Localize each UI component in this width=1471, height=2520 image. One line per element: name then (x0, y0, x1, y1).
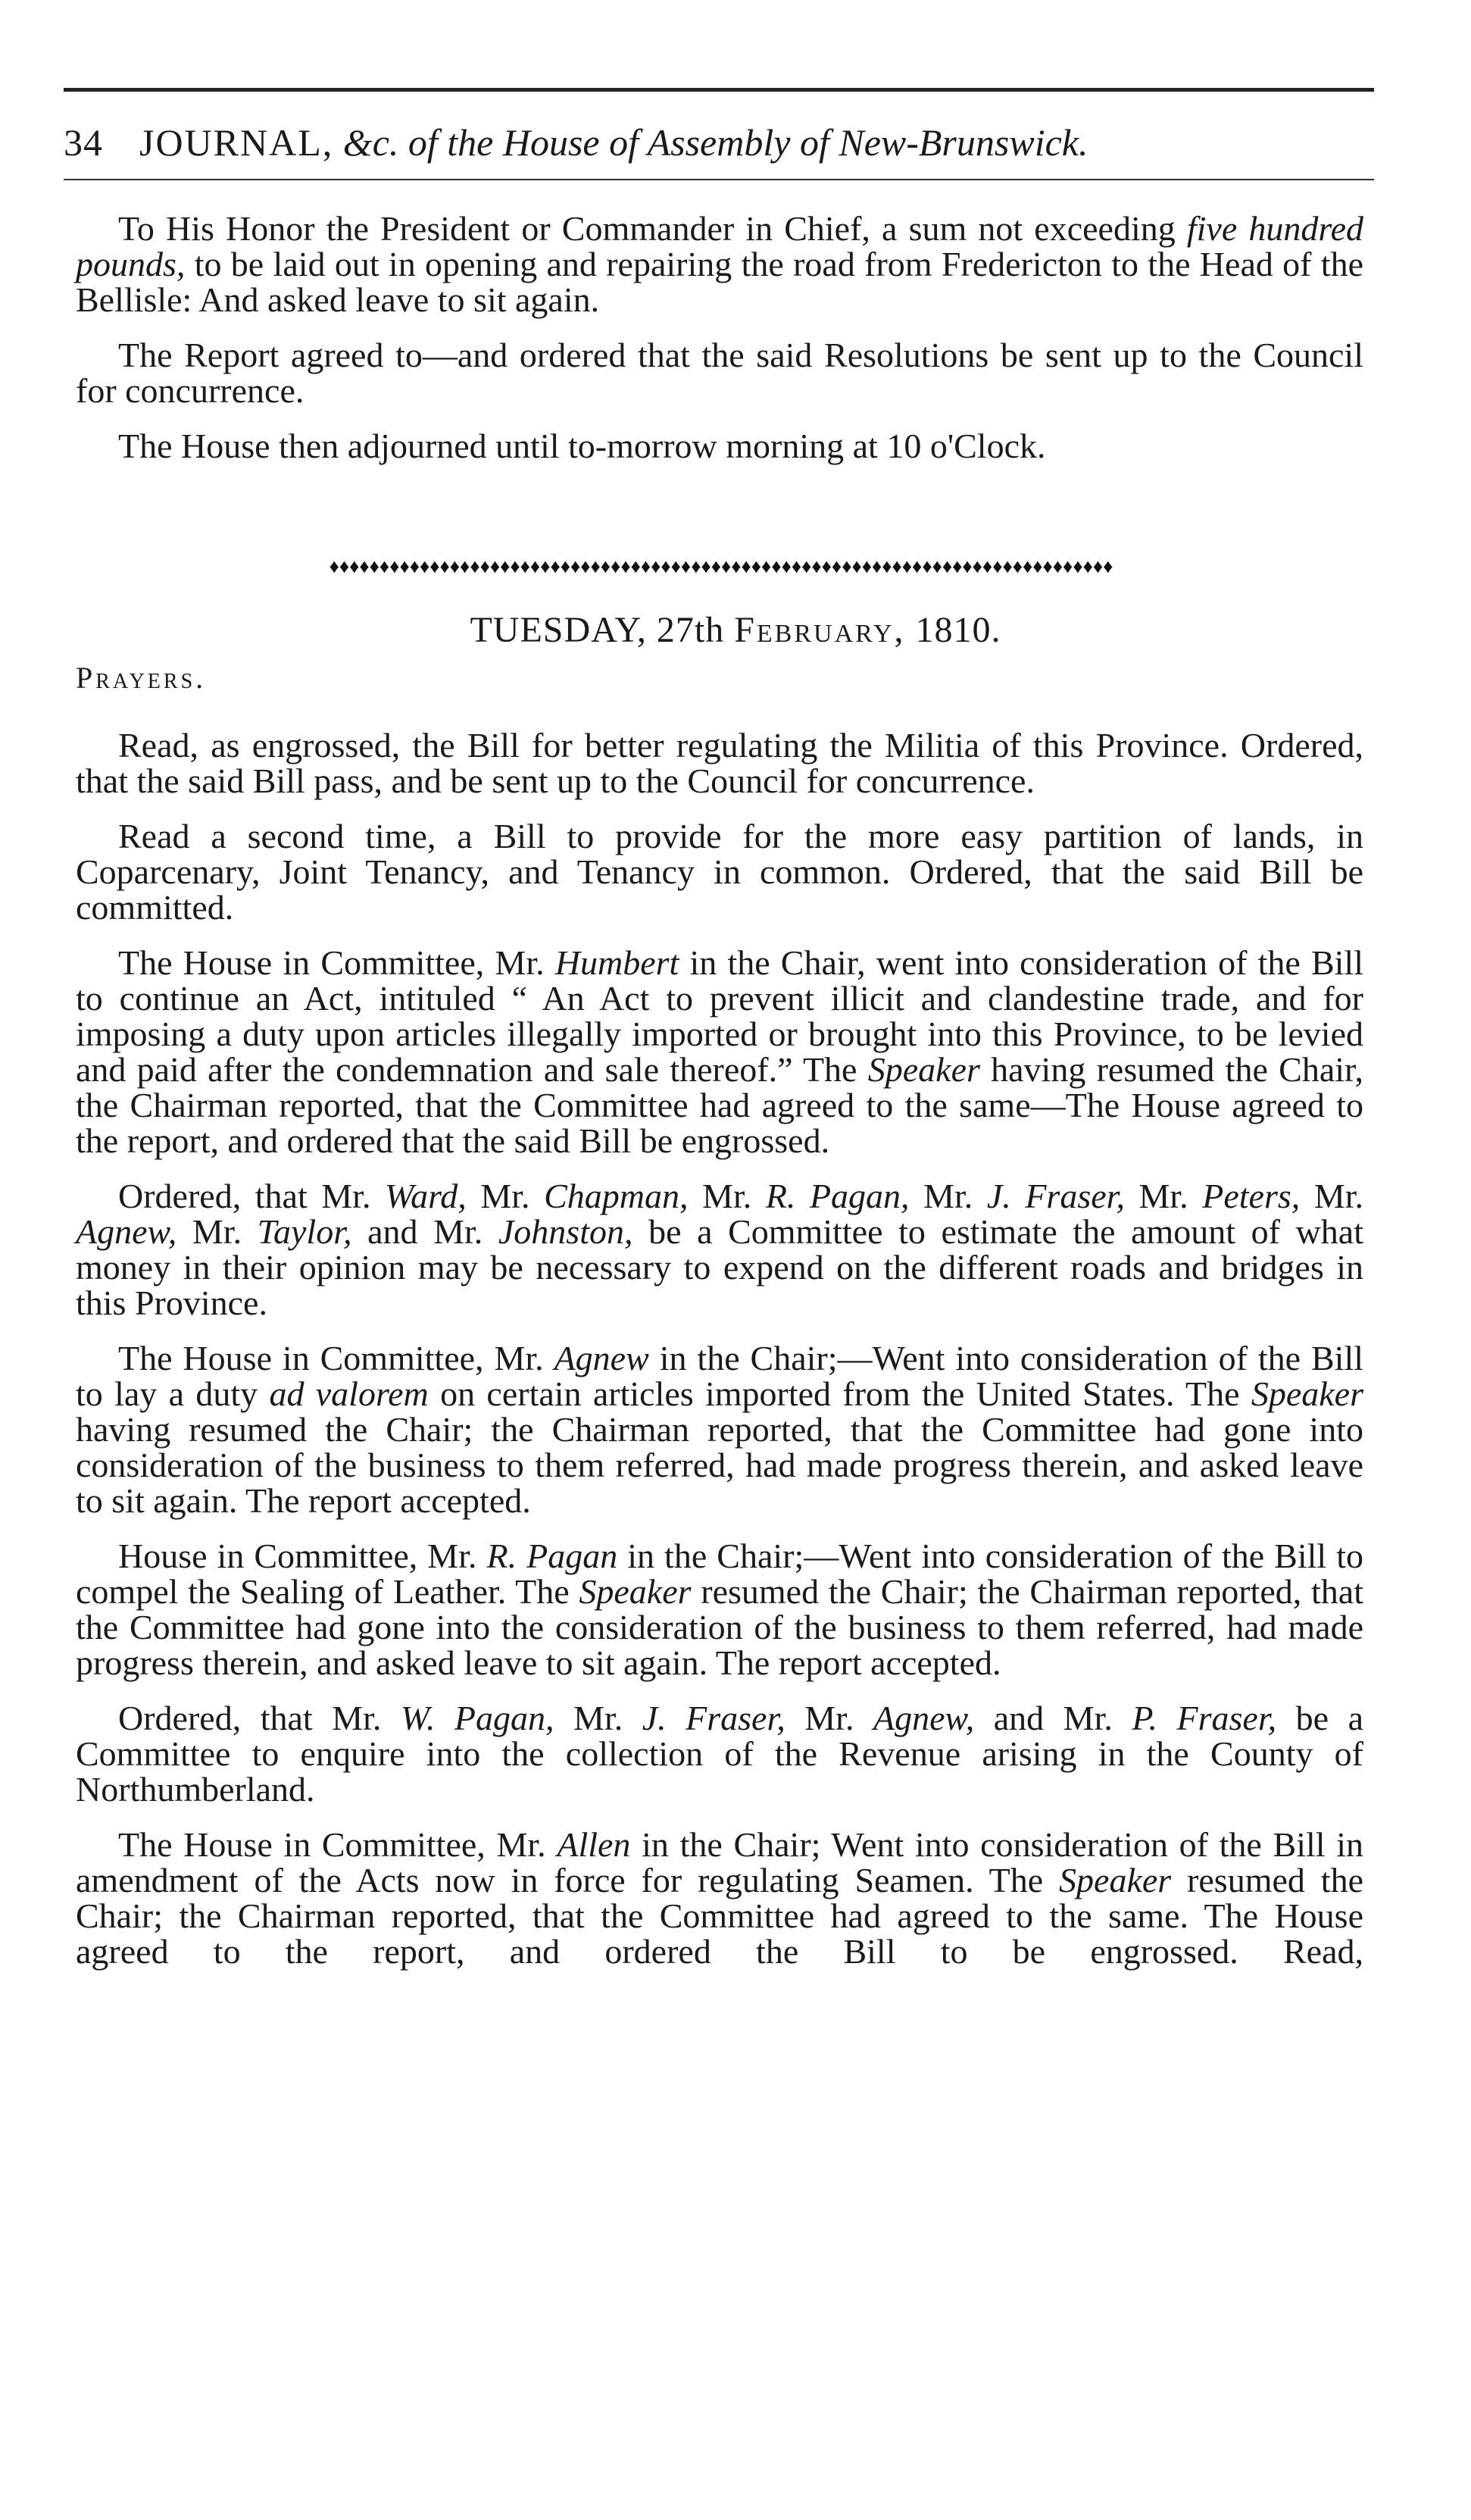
section-tuesday (76, 727, 1363, 1989)
prayers-label: Prayers. (76, 661, 207, 695)
text-run: Mr. (554, 1699, 642, 1737)
italic-run: J. Fraser, (642, 1699, 785, 1737)
top-rule (64, 88, 1374, 92)
paragraph-militia-bill: Read, as engrossed, the Bill for better regulating the Militia of this Province. Ordered, that the said Bill pass, and be sent up to the Council for concurrence. (76, 726, 1363, 800)
italic-run: R. Pagan, (765, 1177, 910, 1215)
text-run: House in Committee, Mr. (118, 1537, 487, 1575)
paragraph-illicit-trade (76, 945, 1363, 1158)
text-run: The House in Committee, Mr. (118, 1825, 557, 1864)
text-run: resumed the Chair; the Chairman reported, that the Committee had gone into the consideration of the business to them referred, had made progress therein, and asked leave to sit again. The report accepted. (76, 1572, 1363, 1682)
italic-run: Chapman, (544, 1177, 689, 1215)
italic-run: P. Fraser, (1132, 1699, 1277, 1737)
italic-run: Agnew, (76, 1212, 177, 1251)
text-run: and Mr. (974, 1699, 1132, 1737)
text-run: in the Chair;—Went into consideration of the Bill to compel the Sealing of Leather. The (76, 1537, 1364, 1611)
catchword: Read, (1283, 1932, 1364, 1971)
italic-run: ad valorem (269, 1374, 429, 1413)
italic-run: R. Pagan (486, 1537, 618, 1575)
paragraph-adjourned: The House then adjourned until to-morrow morning at 10 o'Clock. (118, 427, 1046, 465)
italic-run: Ward, (385, 1177, 467, 1215)
text-run: to be laid out in opening and repairing the road from Fredericton to the Head of the Bellisle: And asked leave to sit again. (76, 245, 1363, 319)
page-number: 34 (64, 121, 103, 164)
section-continued (76, 211, 1363, 483)
text-run: resumed the Chair; the Chairman reported, that the Committee had agreed to the same. The House agreed to the report, and ordered the Bill to be engrossed. (76, 1861, 1363, 1971)
text-run: Ordered, that Mr. (118, 1699, 401, 1737)
text-run: Mr. (785, 1699, 873, 1737)
paragraph-seamen-bill (76, 1827, 1363, 1969)
paragraph-revenue-committee (76, 1700, 1363, 1807)
italic-run: five hundred pounds, (76, 209, 1363, 283)
text-run: The House in Committee, Mr. (118, 943, 555, 982)
text-run: Mr. (1124, 1177, 1203, 1215)
text-run: Mr. (1300, 1177, 1363, 1215)
header-title-rest: &c. of the House of Assembly of New-Brunswick. (333, 121, 1088, 164)
paragraph-ad-valorem (76, 1340, 1363, 1518)
paragraph-grant (76, 211, 1363, 317)
italic-run: Humbert (554, 943, 679, 982)
text-run: Ordered, that Mr. (118, 1177, 386, 1215)
date-heading (0, 608, 1471, 653)
header-rule (64, 179, 1374, 180)
italic-run: Speaker (1251, 1374, 1363, 1413)
paragraph-sealing-leather (76, 1538, 1363, 1681)
text-run: Mr. (909, 1177, 987, 1215)
italic-run: Peters, (1202, 1177, 1301, 1215)
paragraph-partition-bill: Read a second time, a Bill to provide for the more easy partition of lands, in Coparcenary, Joint Tenancy, and Tenancy in common. Ordered, that the said Bill be committed. (76, 817, 1363, 927)
paragraph-roads-committee (76, 1178, 1363, 1321)
italic-run: Speaker (867, 1050, 980, 1089)
italic-run: Allen (557, 1825, 631, 1864)
text-run: and Mr. (351, 1212, 498, 1251)
text-run: in the Chair, went into consideration of the Bill to continue an Act, intituled “ An Act to prevent illicit and clandestine trade, and for imposing a duty upon articles illegally imported or brought into this Province, to be levied and paid after the condemnation and sale thereof.” The (76, 943, 1363, 1089)
text-run: having resumed the Chair; the Chairman reported, that the Committee had gone into consideration of the business to them referred, had made progress therein, and asked leave to sit again. The report accepted. (76, 1410, 1363, 1520)
italic-run: Agnew, (873, 1699, 975, 1737)
text-run: in the Chair; Went into consideration of the Bill in amendment of the Acts now in force for regulating Seamen. The (76, 1825, 1364, 1899)
italic-run: W. Pagan, (400, 1699, 554, 1737)
text-run: Mr. (688, 1177, 766, 1215)
running-header (64, 112, 1374, 173)
text-run: The House in Committee, Mr. (118, 1339, 554, 1377)
date-day: TUESDAY, 27th (470, 610, 735, 650)
header-title-main: JOURNAL, (139, 121, 334, 164)
italic-run: J. Fraser, (986, 1177, 1125, 1215)
text-run: having resumed the Chair, the Chairman reported, that the Committee had agreed to the same—The House agreed to the report, and ordered that the said Bill be engrossed. (76, 1050, 1363, 1160)
text-run: Mr. (466, 1177, 545, 1215)
date-year: 1810. (905, 610, 1001, 650)
italic-run: Speaker (579, 1572, 692, 1611)
text-run: in the Chair;—Went into consideration of the Bill to lay a duty (76, 1339, 1364, 1413)
italic-run: Taylor, (257, 1212, 352, 1251)
date-month: February, (734, 610, 906, 650)
text-run: To His Honor the President or Commander in Chief, a sum not exceeding (118, 209, 1187, 248)
italic-run: Johnston, (498, 1212, 633, 1251)
italic-run: Agnew (554, 1339, 649, 1377)
text-run: on certain articles imported from the United States. The (428, 1374, 1251, 1413)
ornamental-divider: ♦♦♦♦♦♦♦♦♦♦♦♦♦♦♦♦♦♦♦♦♦♦♦♦♦♦♦♦♦♦♦♦♦♦♦♦♦♦♦♦♦♦♦♦♦♦♦♦♦♦♦♦♦♦♦♦♦♦♦♦♦♦♦♦♦♦♦♦♦♦♦♦♦♦♦♦♦♦ (329, 555, 1113, 577)
italic-run: Speaker (1059, 1861, 1172, 1899)
text-run: be a Committee to estimate the amount of what money in their opinion may be necessary to expend on the different roads and bridges in this Province. (76, 1212, 1363, 1322)
text-run: Mr. (176, 1212, 258, 1251)
text-run: be a Committee to enquire into the collection of the Revenue arising in the County of Northumberland. (76, 1699, 1363, 1809)
paragraph-report-agreed: The Report agreed to—and ordered that the said Resolutions be sent up to the Council for concurrence. (76, 336, 1363, 410)
